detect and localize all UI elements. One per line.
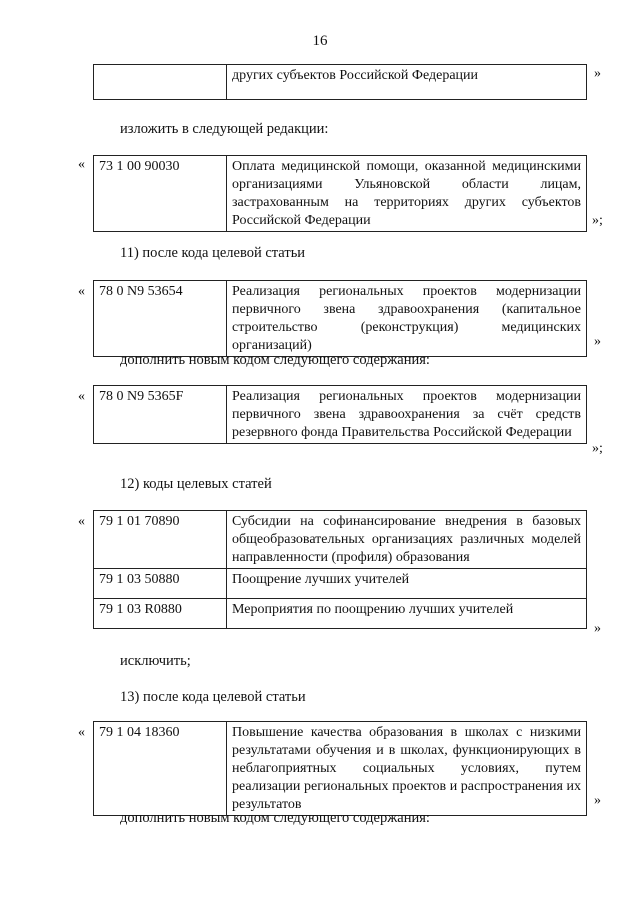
name-cell: Субсидии на софинансирование внедрения в базовых общеобразовательных организациях различных моделей направленности (профиля) образования — [227, 511, 587, 569]
item-12: 12) коды целевых статей — [120, 476, 272, 492]
paragraph-edit: изложить в следующей редакции: — [120, 121, 329, 137]
table-row — [94, 599, 587, 629]
opening-quote: « — [78, 157, 85, 172]
table-3 — [93, 385, 587, 444]
code-cell: 78 0 N9 5365F — [94, 386, 227, 444]
code-cell: 79 1 01 70890 — [94, 511, 227, 569]
paragraph-add-2: дополнить новым кодом следующего содержания: — [120, 810, 430, 826]
closing-quote: »; — [592, 213, 603, 228]
code-cell: 73 1 00 90030 — [94, 156, 227, 232]
closing-quote: » — [594, 793, 601, 808]
table-row — [94, 65, 587, 100]
name-cell: Реализация региональных проектов модернизации первичного звена здравоохранения за счёт средств резервного фонда Правительства Российской Федерации — [227, 386, 587, 444]
paragraph-add: дополнить новым кодом следующего содержания: — [120, 352, 430, 368]
closing-quote: » — [594, 66, 601, 81]
closing-quote: »; — [592, 441, 603, 456]
table-row — [94, 569, 587, 599]
opening-quote: « — [78, 389, 85, 404]
name-cell: Оплата медицинской помощи, оказанной медицинскими организациями Ульяновской области лицам, застрахованным на территориях других субъектов Российской Федерации — [227, 156, 587, 232]
name-cell: Реализация региональных проектов модернизации первичного звена здравоохранения (капитальное строительство (реконструкция) медицинских организаций) — [227, 281, 587, 357]
closing-quote: » — [594, 621, 601, 636]
table-row — [94, 281, 587, 357]
code-cell: 79 1 04 18360 — [94, 722, 227, 816]
name-cell: других субъектов Российской Федерации — [227, 65, 587, 100]
name-cell: Повышение качества образования в школах с низкими результатами обучения и в школах, функционирующих в неблагоприятных социальных условиях, путем реализации региональных проектов и распространения их результатов — [227, 722, 587, 816]
code-cell: 78 0 N9 53654 — [94, 281, 227, 357]
table-5 — [93, 721, 587, 816]
opening-quote: « — [78, 284, 85, 299]
page-number: 16 — [312, 33, 328, 49]
table-row — [94, 156, 587, 232]
table-row — [94, 722, 587, 816]
table-row — [94, 511, 587, 569]
table-4 — [93, 510, 587, 629]
table-2 — [93, 280, 587, 357]
table-1 — [93, 155, 587, 232]
item-13: 13) после кода целевой статьи — [120, 689, 306, 705]
intro-table — [93, 64, 587, 100]
table-row — [94, 386, 587, 444]
code-cell: 79 1 03 R0880 — [94, 599, 227, 629]
code-cell: 79 1 03 50880 — [94, 569, 227, 599]
item-11: 11) после кода целевой статьи — [120, 245, 306, 261]
name-cell: Поощрение лучших учителей — [227, 569, 587, 599]
opening-quote: « — [78, 725, 85, 740]
name-cell: Мероприятия по поощрению лучших учителей — [227, 599, 587, 629]
paragraph-exclude: исключить; — [120, 653, 191, 669]
closing-quote: » — [594, 334, 601, 349]
code-cell — [94, 65, 227, 100]
opening-quote: « — [78, 514, 85, 529]
